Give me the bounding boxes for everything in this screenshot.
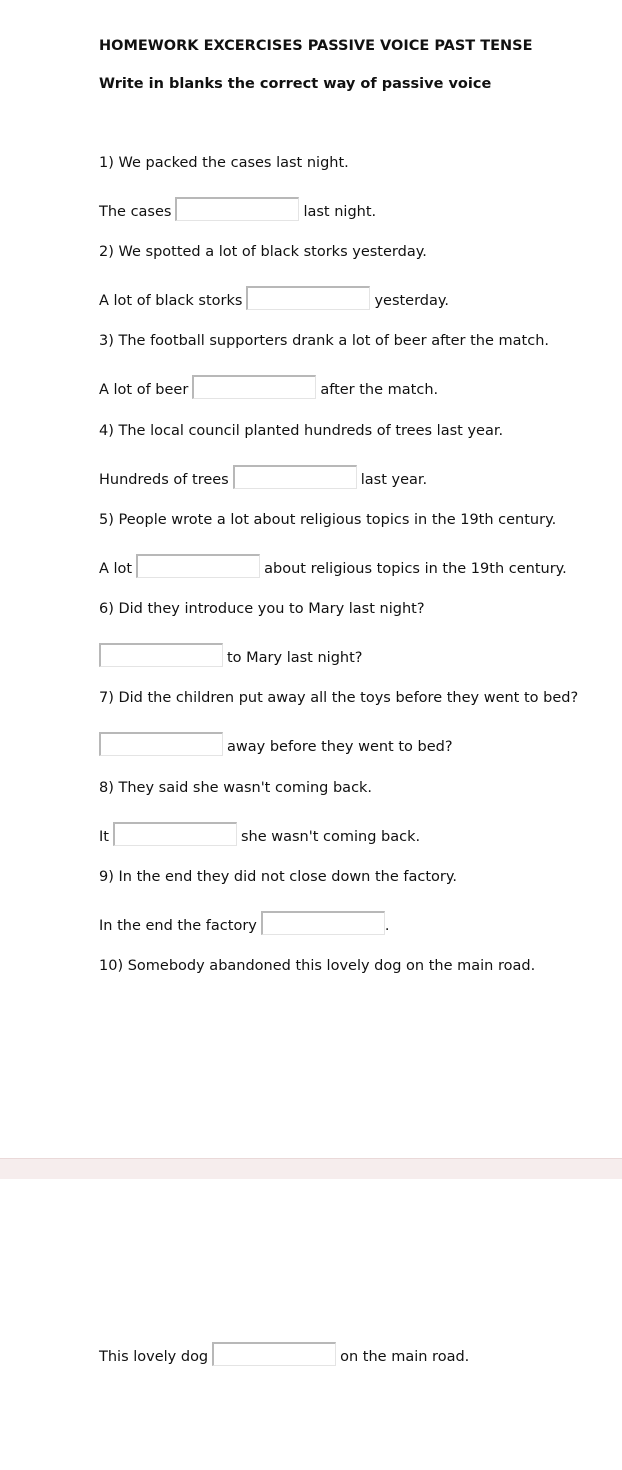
- worksheet-instructions: Write in blanks the correct way of passive voice: [99, 76, 492, 92]
- question-5-before-text: A lot: [99, 561, 133, 577]
- worksheet-title: HOMEWORK EXCERCISES PASSIVE VOICE PAST TENSE: [99, 38, 533, 54]
- question-8-before-text: It: [99, 829, 109, 845]
- question-7-answer-line: [99, 728, 453, 756]
- question-1-after-text: last night.: [303, 204, 377, 220]
- question-10-answer-line: [99, 1338, 469, 1366]
- question-10-before-text: This lovely dog: [99, 1349, 209, 1365]
- question-10-prompt: 10) Somebody abandoned this lovely dog on the main road.: [99, 958, 536, 974]
- question-6-after-text: to Mary last night?: [227, 650, 363, 666]
- question-2-prompt: 2) We spotted a lot of black storks yesterday.: [99, 244, 427, 260]
- question-4-after-text: last year.: [360, 472, 428, 488]
- question-2-after-text: yesterday.: [374, 293, 450, 309]
- question-3-answer-line: [99, 371, 438, 399]
- question-4-prompt: 4) The local council planted hundreds of trees last year.: [99, 423, 504, 439]
- question-9-before-text: In the end the factory: [99, 918, 257, 934]
- page-break-divider: [0, 1158, 622, 1179]
- question-1-answer-line: [99, 193, 376, 221]
- question-10-after-text: on the main road.: [340, 1349, 470, 1365]
- question-4-answer-input[interactable]: [233, 465, 357, 489]
- question-8-after-text: she wasn't coming back.: [240, 829, 421, 845]
- question-9-after-text: .: [384, 918, 390, 934]
- question-5-after-text: about religious topics in the 19th century.: [264, 561, 567, 577]
- question-3-prompt: 3) The football supporters drank a lot of beer after the match.: [99, 333, 549, 349]
- question-1-before-text: The cases: [99, 204, 172, 220]
- question-6-prompt: 6) Did they introduce you to Mary last night?: [99, 601, 425, 617]
- question-3-after-text: after the match.: [320, 382, 439, 398]
- question-10-answer-input[interactable]: [212, 1342, 336, 1366]
- question-7-after-text: away before they went to bed?: [227, 739, 453, 755]
- question-5-answer-input[interactable]: [136, 554, 260, 578]
- question-3-answer-input[interactable]: [192, 375, 316, 399]
- question-1-prompt: 1) We packed the cases last night.: [99, 155, 349, 171]
- question-1-answer-input[interactable]: [175, 197, 299, 221]
- question-2-before-text: A lot of black storks: [99, 293, 243, 309]
- question-4-before-text: Hundreds of trees: [99, 472, 229, 488]
- question-3-before-text: A lot of beer: [99, 382, 189, 398]
- question-6-answer-input[interactable]: [99, 643, 223, 667]
- question-7-prompt: 7) Did the children put away all the toys before they went to bed?: [99, 690, 579, 706]
- question-5-prompt: 5) People wrote a lot about religious topics in the 19th century.: [99, 512, 557, 528]
- question-8-answer-line: [99, 818, 420, 846]
- question-9-prompt: 9) In the end they did not close down the factory.: [99, 869, 457, 885]
- question-8-answer-input[interactable]: [113, 822, 237, 846]
- question-5-answer-line: [99, 550, 567, 578]
- question-9-answer-line: [99, 907, 389, 935]
- question-2-answer-line: [99, 282, 449, 310]
- question-2-answer-input[interactable]: [246, 286, 370, 310]
- question-7-answer-input[interactable]: [99, 732, 223, 756]
- question-4-answer-line: [99, 461, 427, 489]
- question-6-answer-line: [99, 639, 362, 667]
- question-8-prompt: 8) They said she wasn't coming back.: [99, 780, 373, 796]
- question-9-answer-input[interactable]: [261, 911, 385, 935]
